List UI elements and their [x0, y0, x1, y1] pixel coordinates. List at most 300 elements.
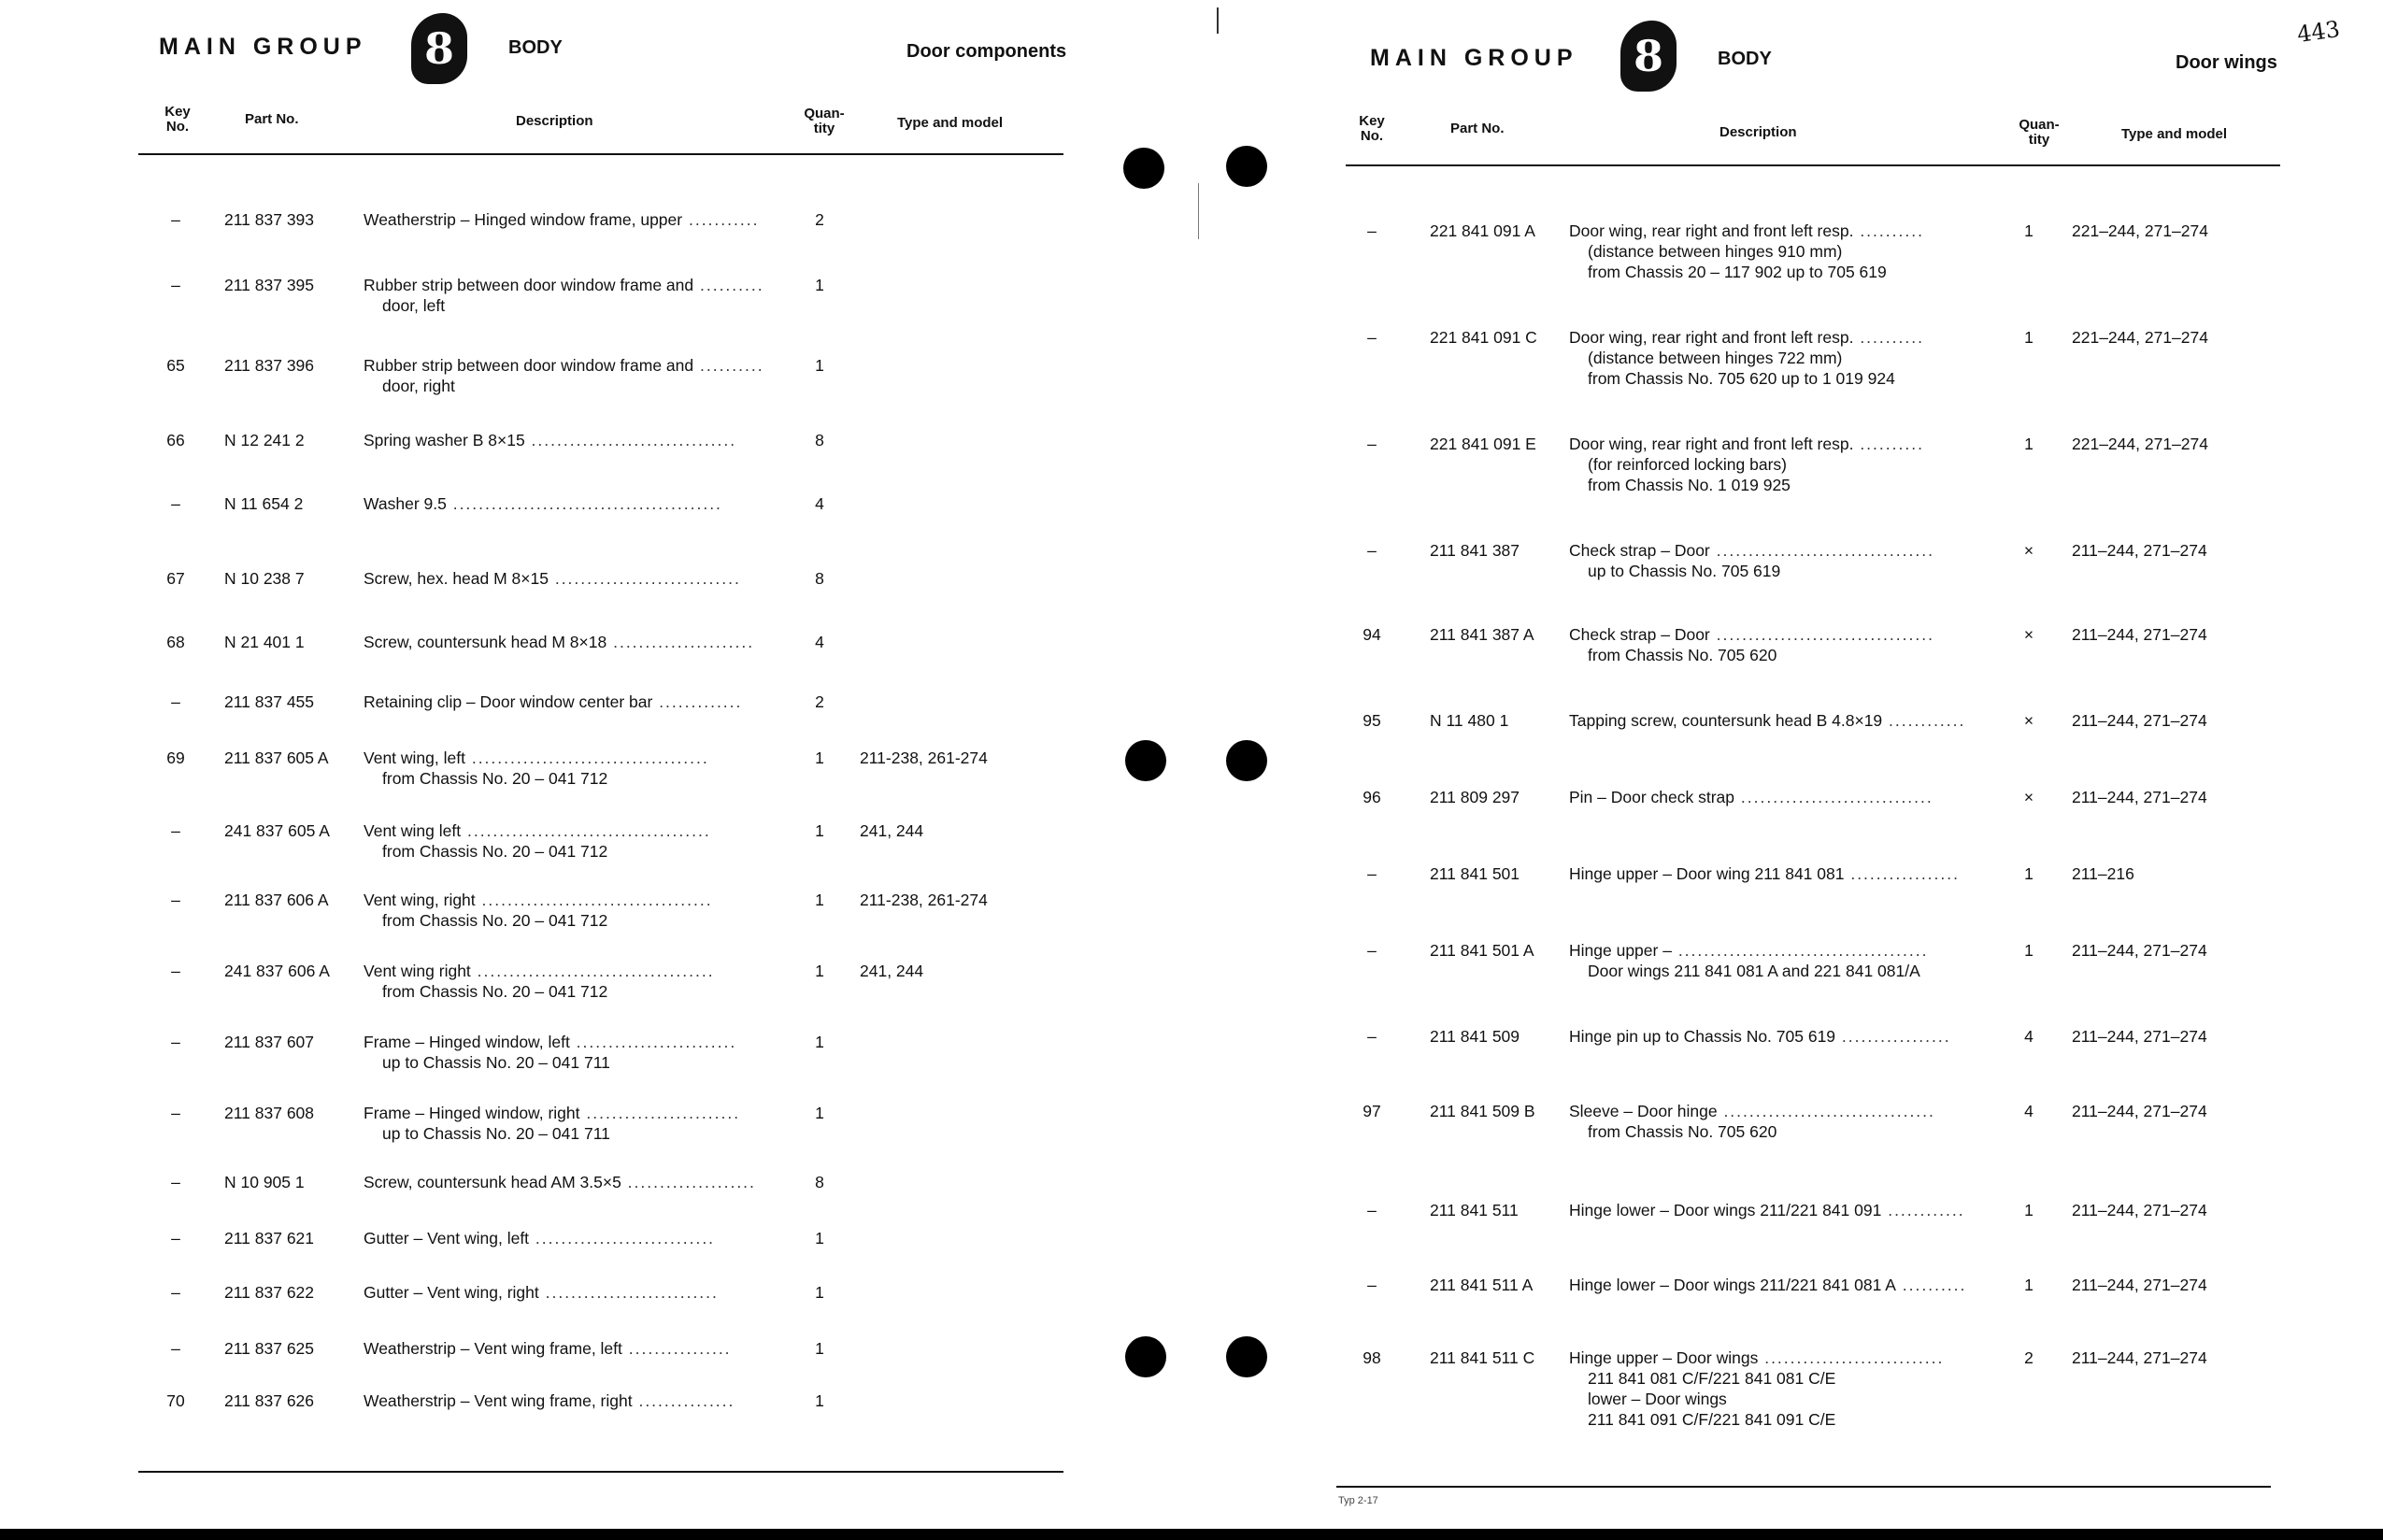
- leader-dots: ................................: [524, 431, 737, 449]
- description-text: Check strap – Door: [1569, 541, 1710, 560]
- part-number: N 21 401 1: [224, 633, 305, 651]
- footnote: Typ 2-17: [1338, 1495, 1378, 1506]
- quantity: 1: [815, 962, 824, 980]
- header-rule: [1346, 164, 2280, 166]
- description-main: [1569, 624, 1988, 645]
- leader-dots: ..................................: [1709, 625, 1934, 644]
- description-text: Hinge lower – Door wings 211/221 841 091: [1569, 1201, 1882, 1219]
- leader-dots: .........................: [569, 1033, 737, 1051]
- key-number: 65: [166, 356, 185, 375]
- part-number: 211 841 511: [1430, 1201, 1519, 1219]
- punch-hole: [1125, 740, 1166, 781]
- quantity: 2: [815, 210, 824, 229]
- description-text: Sleeve – Door hinge: [1569, 1102, 1718, 1120]
- leader-dots: .................................: [1717, 1102, 1935, 1120]
- type-and-model: 211–244, 271–274: [2072, 941, 2207, 960]
- description-subline: 211 841 091 C/F/221 841 091 C/E: [1588, 1410, 1836, 1429]
- leader-dots: ...........................: [538, 1283, 719, 1302]
- type-and-model: 211–244, 271–274: [2072, 1027, 2207, 1046]
- key-number: –: [171, 821, 180, 840]
- type-and-model: 211–244, 271–274: [2072, 1201, 2207, 1219]
- quantity: 8: [815, 1173, 824, 1191]
- description-text: Rubber strip between door window frame and: [364, 276, 694, 294]
- description-subline: up to Chassis No. 20 – 041 711: [382, 1053, 610, 1072]
- description-text: Gutter – Vent wing, right: [364, 1283, 539, 1302]
- part-number: N 11 480 1: [1430, 711, 1509, 730]
- description-main: [364, 1103, 779, 1123]
- part-number: 211 841 511 A: [1430, 1276, 1534, 1294]
- key-number: 69: [166, 749, 185, 767]
- leader-dots: .....................................: [464, 749, 709, 767]
- quantity: 1: [2024, 941, 2033, 960]
- description-subline: lower – Door wings: [1588, 1390, 1727, 1408]
- description: [1569, 940, 1988, 981]
- description: [364, 1338, 779, 1359]
- type-and-model: 211-238, 261-274: [860, 749, 988, 767]
- scan-edge: [0, 1529, 2383, 1540]
- key-number: –: [171, 210, 180, 229]
- description: [1569, 1101, 1988, 1142]
- description-text: Tapping screw, countersunk head B 4.8×19: [1569, 711, 1883, 730]
- description-subline: up to Chassis No. 20 – 041 711: [382, 1124, 610, 1143]
- key-number: –: [1367, 221, 1377, 240]
- key-number: 96: [1363, 788, 1381, 806]
- description-text: Spring washer B 8×15: [364, 431, 525, 449]
- description: [364, 430, 779, 450]
- description: [364, 275, 779, 316]
- key-number: –: [171, 1339, 180, 1358]
- quantity: 1: [815, 1391, 824, 1410]
- col-quantity-header: Quan- tity: [2019, 117, 2060, 148]
- punch-hole: [1125, 1336, 1166, 1377]
- part-number: 211 837 625: [224, 1339, 315, 1358]
- col-key-header: Key No.: [164, 104, 191, 135]
- type-and-model: 211–216: [2072, 864, 2134, 883]
- leader-dots: ....................: [621, 1173, 756, 1191]
- description-main: [1569, 1026, 1988, 1047]
- description-subline: from Chassis No. 1 019 925: [1588, 476, 1791, 494]
- description-subline: from Chassis No. 20 – 041 712: [382, 911, 608, 930]
- description: [1569, 221, 1988, 282]
- key-number: –: [1367, 1027, 1377, 1046]
- type-and-model: 221–244, 271–274: [2072, 328, 2208, 347]
- col-part-header: Part No.: [245, 111, 299, 127]
- key-number: –: [171, 1229, 180, 1248]
- part-number: 221 841 091 C: [1430, 328, 1537, 347]
- key-number: –: [1367, 941, 1377, 960]
- description: [364, 632, 779, 652]
- quantity: ×: [2023, 541, 2034, 560]
- description-text: Screw, hex. head M 8×15: [364, 569, 549, 588]
- description-main: [364, 632, 779, 652]
- description: [364, 209, 779, 230]
- leader-dots: ............: [1881, 1201, 1965, 1219]
- description: [1569, 1026, 1988, 1047]
- leader-dots: ..........: [1853, 435, 1924, 453]
- part-number: 211 837 608: [224, 1104, 315, 1122]
- description-main: [1569, 327, 1988, 348]
- type-and-model: 211–244, 271–274: [2072, 1276, 2207, 1294]
- description: [364, 568, 779, 589]
- description-main: [1569, 940, 1988, 961]
- type-and-model: 221–244, 271–274: [2072, 221, 2208, 240]
- description-text: Retaining clip – Door window center bar: [364, 692, 653, 711]
- description-main: [1569, 787, 1988, 807]
- part-number: 211 841 501: [1430, 864, 1520, 883]
- leader-dots: ......................................: [461, 821, 711, 840]
- description-text: Vent wing, right: [364, 891, 476, 909]
- section-title: Door components: [906, 41, 1067, 62]
- description-subline: up to Chassis No. 705 619: [1588, 562, 1781, 580]
- part-number: N 11 654 2: [224, 494, 304, 513]
- description-text: Hinge upper – Door wing 211 841 081: [1569, 864, 1845, 883]
- part-number: 241 837 606 A: [224, 962, 330, 980]
- part-number: N 10 238 7: [224, 569, 305, 588]
- description-subline: from Chassis 20 – 117 902 up to 705 619: [1588, 263, 1887, 281]
- quantity: 4: [2024, 1027, 2033, 1046]
- leader-dots: ......................: [606, 633, 755, 651]
- description-main: [364, 820, 779, 841]
- key-number: 94: [1363, 625, 1381, 644]
- description-text: Check strap – Door: [1569, 625, 1710, 644]
- key-number: –: [171, 1033, 180, 1051]
- description-main: [364, 1390, 779, 1411]
- quantity: 1: [2024, 435, 2033, 453]
- quantity: 1: [815, 1033, 824, 1051]
- description: [364, 493, 779, 514]
- description: [364, 1103, 779, 1144]
- leader-dots: ................: [621, 1339, 732, 1358]
- description: [364, 1282, 779, 1303]
- description-text: Screw, countersunk head AM 3.5×5: [364, 1173, 621, 1191]
- leader-dots: ..............................: [1734, 788, 1934, 806]
- description: [1569, 787, 1988, 807]
- leader-dots: ........................: [579, 1104, 741, 1122]
- description: [1569, 540, 1988, 581]
- main-group-title: MAIN GROUP: [1370, 45, 1578, 71]
- key-number: 95: [1363, 711, 1381, 730]
- type-and-model: 211-238, 261-274: [860, 891, 988, 909]
- part-number: 211 841 387 A: [1430, 625, 1534, 644]
- part-number: 211 841 509 B: [1430, 1102, 1535, 1120]
- description-main: [1569, 1200, 1988, 1220]
- quantity: 1: [2024, 328, 2033, 347]
- description-text: Frame – Hinged window, left: [364, 1033, 570, 1051]
- quantity: ×: [2023, 625, 2034, 644]
- key-number: 98: [1363, 1348, 1381, 1367]
- description-subline: Door wings 211 841 081 A and 221 841 081/A: [1588, 962, 1920, 980]
- leader-dots: .............................: [548, 569, 741, 588]
- quantity: 1: [2024, 864, 2033, 883]
- description: [364, 1032, 779, 1073]
- description: [364, 1390, 779, 1411]
- leader-dots: ..........: [1853, 221, 1924, 240]
- description-main: [364, 209, 779, 230]
- part-number: 221 841 091 A: [1430, 221, 1535, 240]
- part-number: 211 837 607: [224, 1033, 315, 1051]
- description-text: Hinge lower – Door wings 211/221 841 081 A: [1569, 1276, 1896, 1294]
- type-and-model: 241, 244: [860, 962, 924, 980]
- description-subline: (distance between hinges 910 mm): [1588, 242, 1843, 261]
- key-number: –: [1367, 1276, 1377, 1294]
- key-number: –: [1367, 1201, 1377, 1219]
- quantity: 4: [815, 494, 824, 513]
- key-number: –: [1367, 328, 1377, 347]
- footer-rule: [138, 1471, 1063, 1473]
- description-main: [364, 890, 779, 910]
- group-number-badge: 8: [1620, 21, 1677, 92]
- part-number: 211 837 606 A: [224, 891, 329, 909]
- quantity: 1: [815, 821, 824, 840]
- group-number-badge: 8: [411, 13, 467, 84]
- quantity: 8: [815, 569, 824, 588]
- description-main: [1569, 710, 1988, 731]
- part-number: 241 837 605 A: [224, 821, 330, 840]
- leader-dots: .......................................: [1671, 941, 1929, 960]
- description-main: [364, 1228, 779, 1248]
- description-text: Hinge pin up to Chassis No. 705 619: [1569, 1027, 1836, 1046]
- col-key-header: Key No.: [1359, 113, 1385, 144]
- left-page: [0, 0, 1177, 1540]
- body-label: BODY: [508, 37, 563, 58]
- description-subline: from Chassis No. 705 620 up to 1 019 924: [1588, 369, 1895, 388]
- leader-dots: .................: [1835, 1027, 1951, 1046]
- part-number: 211 837 396: [224, 356, 315, 375]
- type-and-model: 221–244, 271–274: [2072, 435, 2208, 453]
- quantity: 4: [815, 633, 824, 651]
- header-rule: [138, 153, 1063, 155]
- description-main: [364, 1338, 779, 1359]
- quantity: 1: [2024, 1276, 2033, 1294]
- quantity: 1: [815, 891, 824, 909]
- quantity: 1: [815, 749, 824, 767]
- key-number: –: [171, 962, 180, 980]
- description-text: Weatherstrip – Vent wing frame, right: [364, 1391, 633, 1410]
- quantity: 1: [815, 1339, 824, 1358]
- quantity: 8: [815, 431, 824, 449]
- description: [1569, 327, 1988, 389]
- part-number: 211 837 455: [224, 692, 315, 711]
- description: [1569, 434, 1988, 495]
- description-subline: from Chassis No. 20 – 041 712: [382, 842, 608, 861]
- section-title: Door wings: [2176, 52, 2277, 73]
- leader-dots: ...............: [632, 1391, 735, 1410]
- part-number: N 12 241 2: [224, 431, 305, 449]
- description: [1569, 863, 1988, 884]
- leader-dots: .....................................: [470, 962, 715, 980]
- part-number: 211 841 387: [1430, 541, 1520, 560]
- leader-dots: .................: [1844, 864, 1960, 883]
- type-and-model: 211–244, 271–274: [2072, 541, 2207, 560]
- description-text: Vent wing right: [364, 962, 471, 980]
- description: [364, 820, 779, 862]
- description-main: [364, 275, 779, 295]
- description: [1569, 1348, 1988, 1430]
- key-number: –: [171, 1283, 180, 1302]
- key-number: –: [1367, 435, 1377, 453]
- description-main: [364, 1032, 779, 1052]
- description: [364, 961, 779, 1002]
- key-number: 70: [166, 1391, 185, 1410]
- description-main: [1569, 1275, 1988, 1295]
- col-type-header: Type and model: [2121, 126, 2228, 142]
- right-page: [1196, 0, 2383, 1540]
- description-subline: 211 841 081 C/F/221 841 081 C/E: [1588, 1369, 1836, 1388]
- part-number: 221 841 091 E: [1430, 435, 1536, 453]
- part-number: 211 837 393: [224, 210, 315, 229]
- leader-dots: ..................................: [1709, 541, 1934, 560]
- description-main: [364, 568, 779, 589]
- type-and-model: 211–244, 271–274: [2072, 625, 2207, 644]
- description-text: Door wing, rear right and front left resp.: [1569, 435, 1854, 453]
- leader-dots: ..........................................: [446, 494, 722, 513]
- leader-dots: ............................: [529, 1229, 716, 1248]
- part-number: 211 837 395: [224, 276, 315, 294]
- description-main: [1569, 434, 1988, 454]
- description-text: Gutter – Vent wing, left: [364, 1229, 530, 1248]
- description-text: Hinge upper –: [1569, 941, 1672, 960]
- part-number: 211 837 622: [224, 1283, 315, 1302]
- leader-dots: ..........: [1853, 328, 1924, 347]
- main-group-title: MAIN GROUP: [159, 34, 367, 60]
- quantity: ×: [2023, 788, 2034, 806]
- description: [1569, 710, 1988, 731]
- description-text: Door wing, rear right and front left resp.: [1569, 328, 1854, 347]
- quantity: 1: [2024, 1201, 2033, 1219]
- type-and-model: 211–244, 271–274: [2072, 711, 2207, 730]
- type-and-model: 211–244, 271–274: [2072, 788, 2207, 806]
- description-text: Frame – Hinged window, right: [364, 1104, 580, 1122]
- leader-dots: .............: [652, 692, 743, 711]
- description-text: Weatherstrip – Hinged window frame, upper: [364, 210, 683, 229]
- quantity: 2: [2024, 1348, 2033, 1367]
- footer-rule: [1336, 1486, 2271, 1488]
- description-subline: from Chassis No. 20 – 041 712: [382, 769, 608, 788]
- description: [364, 748, 779, 789]
- col-description-header: Description: [516, 113, 593, 129]
- description-main: [1569, 863, 1988, 884]
- description-main: [1569, 1348, 1988, 1368]
- leader-dots: ..........: [693, 356, 764, 375]
- description-main: [364, 355, 779, 376]
- description-subline: door, right: [382, 377, 455, 395]
- description: [1569, 1275, 1988, 1295]
- description-text: Door wing, rear right and front left resp.: [1569, 221, 1854, 240]
- part-number: 211 809 297: [1430, 788, 1520, 806]
- page-number: 443: [2295, 15, 2342, 49]
- key-number: –: [171, 891, 180, 909]
- key-number: –: [1367, 541, 1377, 560]
- quantity: 4: [2024, 1102, 2033, 1120]
- description-main: [364, 1172, 779, 1192]
- quantity: 1: [2024, 221, 2033, 240]
- description-text: Pin – Door check strap: [1569, 788, 1735, 806]
- quantity: ×: [2023, 711, 2034, 730]
- description-subline: from Chassis No. 705 620: [1588, 646, 1777, 664]
- punch-hole: [1123, 148, 1164, 189]
- leader-dots: ............................: [1758, 1348, 1945, 1367]
- leader-dots: ..........: [693, 276, 764, 294]
- leader-dots: ............: [1882, 711, 1966, 730]
- description-subline: door, left: [382, 296, 446, 315]
- description-text: Vent wing, left: [364, 749, 465, 767]
- col-quantity-header: Quan- tity: [804, 106, 845, 136]
- type-and-model: 211–244, 271–274: [2072, 1102, 2207, 1120]
- part-number: 211 841 509: [1430, 1027, 1520, 1046]
- key-number: 67: [166, 569, 185, 588]
- quantity: 1: [815, 1104, 824, 1122]
- key-number: –: [171, 692, 180, 711]
- description: [364, 890, 779, 931]
- description: [364, 1172, 779, 1192]
- key-number: –: [171, 276, 180, 294]
- description-subline: (for reinforced locking bars): [1588, 455, 1787, 474]
- leader-dots: ...........: [682, 210, 760, 229]
- description-subline: from Chassis No. 20 – 041 712: [382, 982, 608, 1001]
- leader-dots: ....................................: [475, 891, 713, 909]
- description-text: Hinge upper – Door wings: [1569, 1348, 1759, 1367]
- key-number: 68: [166, 633, 185, 651]
- type-and-model: 211–244, 271–274: [2072, 1348, 2207, 1367]
- description-text: Weatherstrip – Vent wing frame, left: [364, 1339, 622, 1358]
- part-number: 211 841 511 C: [1430, 1348, 1535, 1367]
- key-number: –: [171, 494, 180, 513]
- description-main: [364, 748, 779, 768]
- description-subline: (distance between hinges 722 mm): [1588, 349, 1843, 367]
- description-main: [364, 430, 779, 450]
- part-number: 211 837 605 A: [224, 749, 329, 767]
- part-number: 211 841 501 A: [1430, 941, 1534, 960]
- part-number: 211 837 621: [224, 1229, 315, 1248]
- description: [1569, 1200, 1988, 1220]
- description: [364, 355, 779, 396]
- description-text: Rubber strip between door window frame and: [364, 356, 694, 375]
- quantity: 1: [815, 356, 824, 375]
- description-text: Vent wing left: [364, 821, 462, 840]
- key-number: –: [171, 1104, 180, 1122]
- key-number: 66: [166, 431, 185, 449]
- quantity: 1: [815, 276, 824, 294]
- key-number: 97: [1363, 1102, 1381, 1120]
- description-subline: from Chassis No. 705 620: [1588, 1122, 1777, 1141]
- description-main: [364, 692, 779, 712]
- key-number: –: [1367, 864, 1377, 883]
- leader-dots: ..........: [1895, 1276, 1967, 1294]
- description-main: [1569, 540, 1988, 561]
- quantity: 2: [815, 692, 824, 711]
- description: [364, 1228, 779, 1248]
- key-number: –: [171, 1173, 180, 1191]
- col-type-header: Type and model: [897, 115, 1004, 131]
- body-label: BODY: [1718, 49, 1772, 69]
- part-number: N 10 905 1: [224, 1173, 305, 1191]
- description-main: [364, 493, 779, 514]
- type-and-model: 241, 244: [860, 821, 924, 840]
- quantity: 1: [815, 1229, 824, 1248]
- description: [1569, 624, 1988, 665]
- col-part-header: Part No.: [1450, 121, 1505, 136]
- description-main: [1569, 221, 1988, 241]
- description-main: [364, 961, 779, 981]
- quantity: 1: [815, 1283, 824, 1302]
- description: [364, 692, 779, 712]
- description-main: [1569, 1101, 1988, 1121]
- description-text: Washer 9.5: [364, 494, 447, 513]
- col-description-header: Description: [1719, 124, 1797, 140]
- part-number: 211 837 626: [224, 1391, 315, 1410]
- description-main: [364, 1282, 779, 1303]
- description-text: Screw, countersunk head M 8×18: [364, 633, 607, 651]
